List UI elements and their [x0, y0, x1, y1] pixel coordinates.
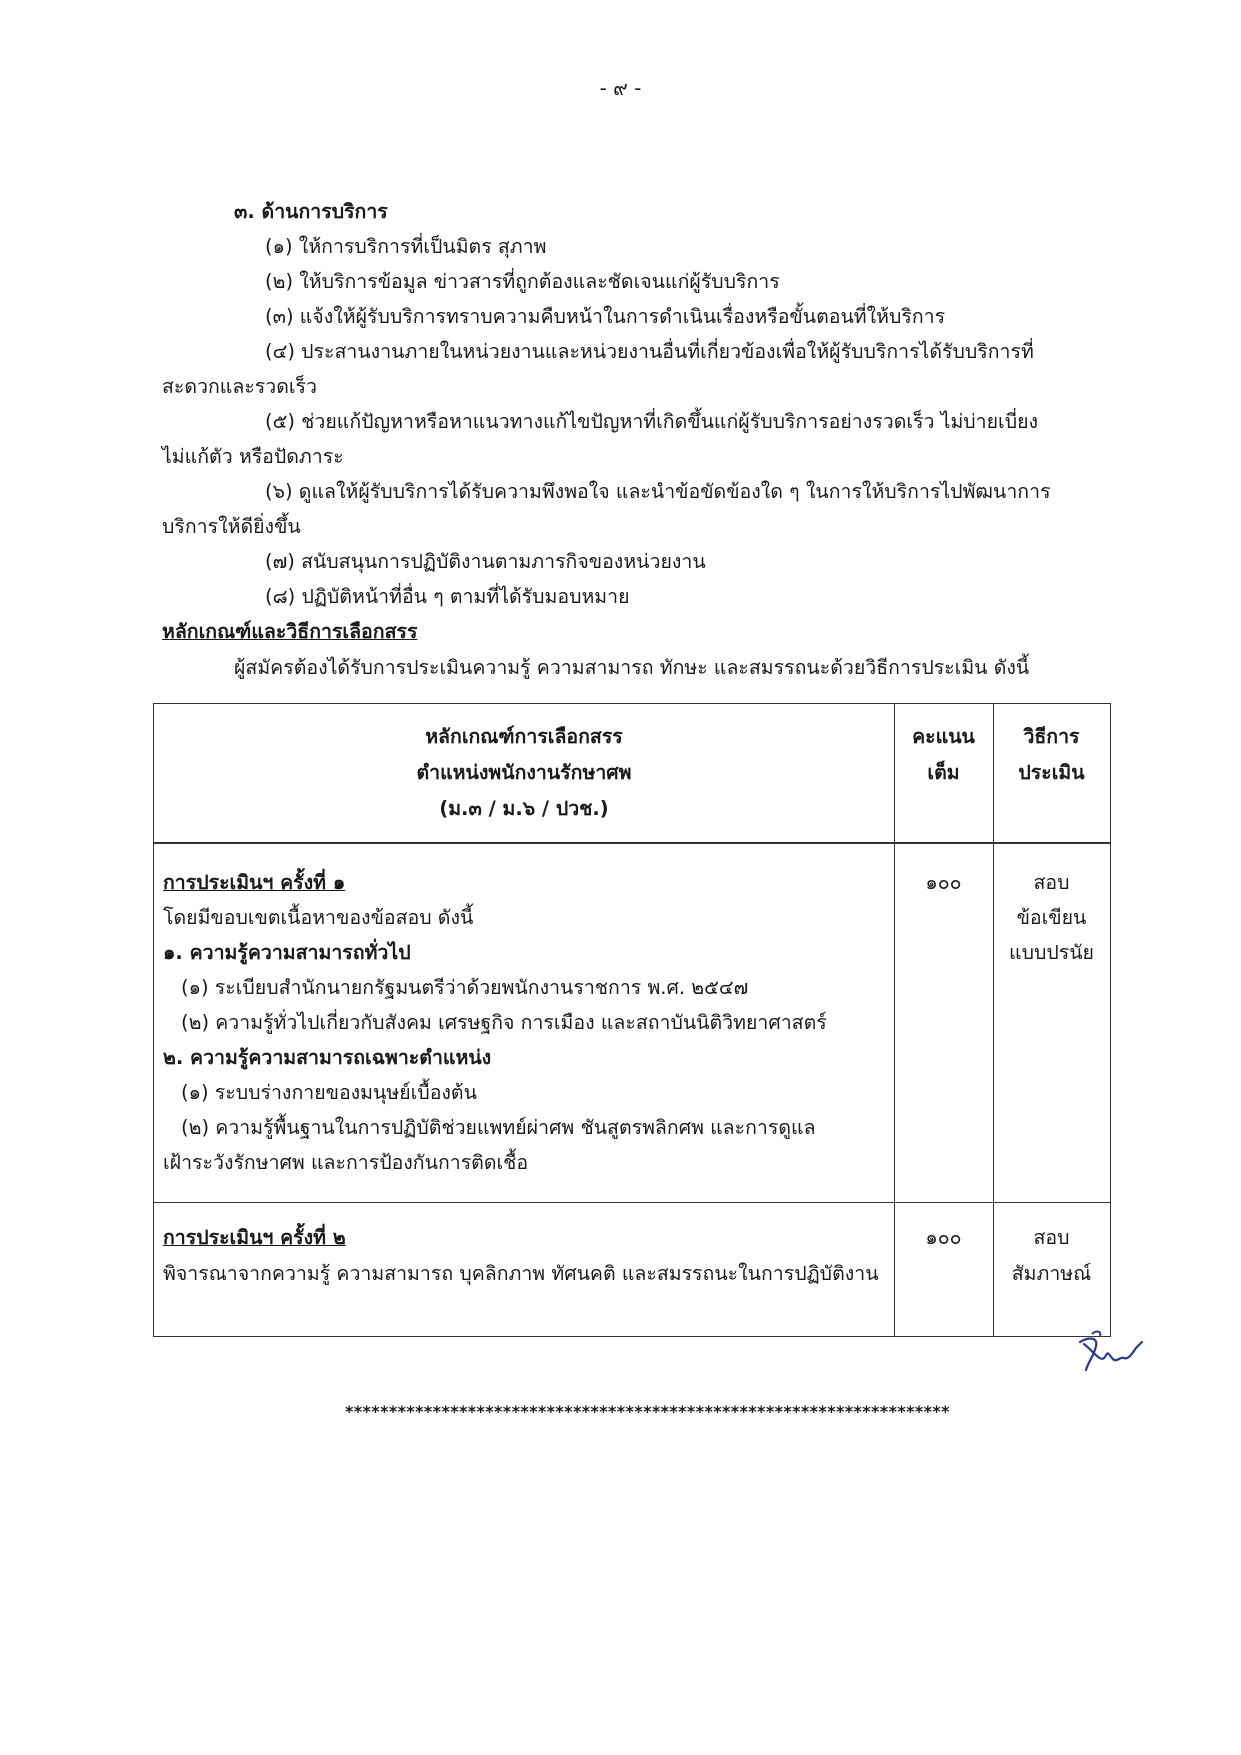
page-number: - ๙ -	[599, 76, 642, 100]
round1-general-item: (๒) ความรู้ทั่วไปเกี่ยวกับสังคม เศรษฐกิจ การเมือง และสถาบันนิติวิทยาศาสตร์	[181, 1011, 827, 1034]
service-item-cont: ไม่แก้ตัว หรือปัดภาระ	[162, 445, 344, 468]
end-of-document-marker: *********************************************************************	[345, 1402, 950, 1421]
round1-specific-heading: ๒. ความรู้ความสามารถเฉพาะตำแหน่ง	[163, 1046, 492, 1069]
selection-heading: หลักเกณฑ์และวิธีการเลือกสรร	[162, 620, 418, 643]
header-method	[993, 721, 1110, 793]
selection-intro: ผู้สมัครต้องได้รับการประเมินความรู้ ความสามารถ ทักษะ และสมรรถนะด้วยวิธีการประเมิน ดังนี้	[234, 656, 1030, 679]
round1-specific-item: (๒) ความรู้พื้นฐานในการปฏิบัติช่วยแพทย์ผ่าศพ ชันสูตรพลิกศพ และการดูแล	[181, 1116, 816, 1139]
signature-image	[1072, 1328, 1152, 1378]
round2-desc: พิจารณาจากความรู้ ความสามารถ บุคลิกภาพ ทัศนคติ และสมรรถนะในการปฏิบัติงาน	[163, 1262, 879, 1285]
header-divider-double	[154, 842, 1110, 843]
header-criteria	[154, 721, 894, 829]
row-divider	[154, 1202, 1110, 1203]
service-item: (๓) แจ้งให้ผู้รับบริการทราบความคืบหน้าในการดำเนินเรื่องหรือขั้นตอนที่ให้บริการ	[265, 305, 946, 328]
round1-method-line: สอบ	[1033, 871, 1070, 894]
section-heading-service: ๓. ด้านการบริการ	[234, 200, 388, 223]
service-item-cont: สะดวกและรวดเร็ว	[162, 375, 317, 398]
service-item: (๘) ปฏิบัติหน้าที่อื่น ๆ ตามที่ได้รับมอบหมาย	[265, 585, 630, 608]
service-item: (๖) ดูแลให้ผู้รับบริการได้รับความพึงพอใจ และนำข้อขัดข้องใด ๆ ในการให้บริการไปพัฒนาการ	[265, 480, 1051, 503]
round2-method-line: สัมภาษณ์	[1011, 1262, 1092, 1285]
round1-specific-cont: เฝ้าระวังรักษาศพ และการป้องกันการติดเชื้อ	[163, 1151, 529, 1174]
service-item: (๔) ประสานงานภายในหน่วยงานและหน่วยงานอื่นที่เกี่ยวข้องเพื่อให้ผู้รับบริการได้รับบริการที่	[265, 340, 1034, 363]
header-criteria-line: (ม.๓ / ม.๖ / ปวช.)	[439, 797, 609, 820]
header-score-line: เต็ม	[927, 761, 960, 784]
header-score	[894, 721, 993, 793]
header-criteria-line: หลักเกณฑ์การเลือกสรร	[425, 725, 623, 748]
header-score-line: คะแนน	[912, 725, 975, 748]
round2-title: การประเมินฯ ครั้งที่ ๒	[163, 1226, 346, 1249]
service-item-cont: บริการให้ดียิ่งขึ้น	[162, 515, 301, 538]
service-item: (๗) สนับสนุนการปฏิบัติงานตามภารกิจของหน่วยงาน	[265, 550, 706, 573]
header-criteria-line: ตำแหน่งพนักงานรักษาศพ	[416, 761, 632, 784]
round1-general-item: (๑) ระเบียบสำนักนายกรัฐมนตรีว่าด้วยพนักงานราชการ พ.ศ. ๒๕๔๗	[181, 976, 749, 999]
round2-method-line: สอบ	[1033, 1226, 1070, 1249]
header-method-line: ประเมิน	[1018, 761, 1085, 784]
service-item: (๕) ช่วยแก้ปัญหาหรือหาแนวทางแก้ไขปัญหาที่เกิดขึ้นแก่ผู้รับบริการอย่างรวดเร็ว ไม่บ่ายเบี่ยง	[265, 410, 1039, 433]
round1-method-line: ข้อเขียน	[1016, 906, 1087, 929]
service-item: (๑) ให้การบริการที่เป็นมิตร สุภาพ	[265, 235, 547, 258]
criteria-table	[153, 703, 1111, 1337]
service-item: (๒) ให้บริการข้อมูล ข่าวสารที่ถูกต้องและชัดเจนแก่ผู้รับบริการ	[265, 270, 780, 293]
round1-method	[993, 867, 1110, 972]
round1-score: ๑๐๐	[925, 871, 962, 894]
round2-method	[993, 1222, 1110, 1294]
round1-scope: โดยมีขอบเขตเนื้อหาของข้อสอบ ดังนี้	[163, 906, 474, 929]
header-divider	[154, 843, 1110, 844]
round1-method-line: แบบปรนัย	[1009, 941, 1094, 964]
header-method-line: วิธีการ	[1023, 725, 1080, 748]
round1-specific-item: (๑) ระบบร่างกายของมนุษย์เบื้องต้น	[181, 1081, 477, 1104]
round2-score: ๑๐๐	[925, 1226, 962, 1249]
round1-title: การประเมินฯ ครั้งที่ ๑	[163, 871, 346, 894]
round1-general-heading: ๑. ความรู้ความสามารถทั่วไป	[163, 941, 411, 964]
